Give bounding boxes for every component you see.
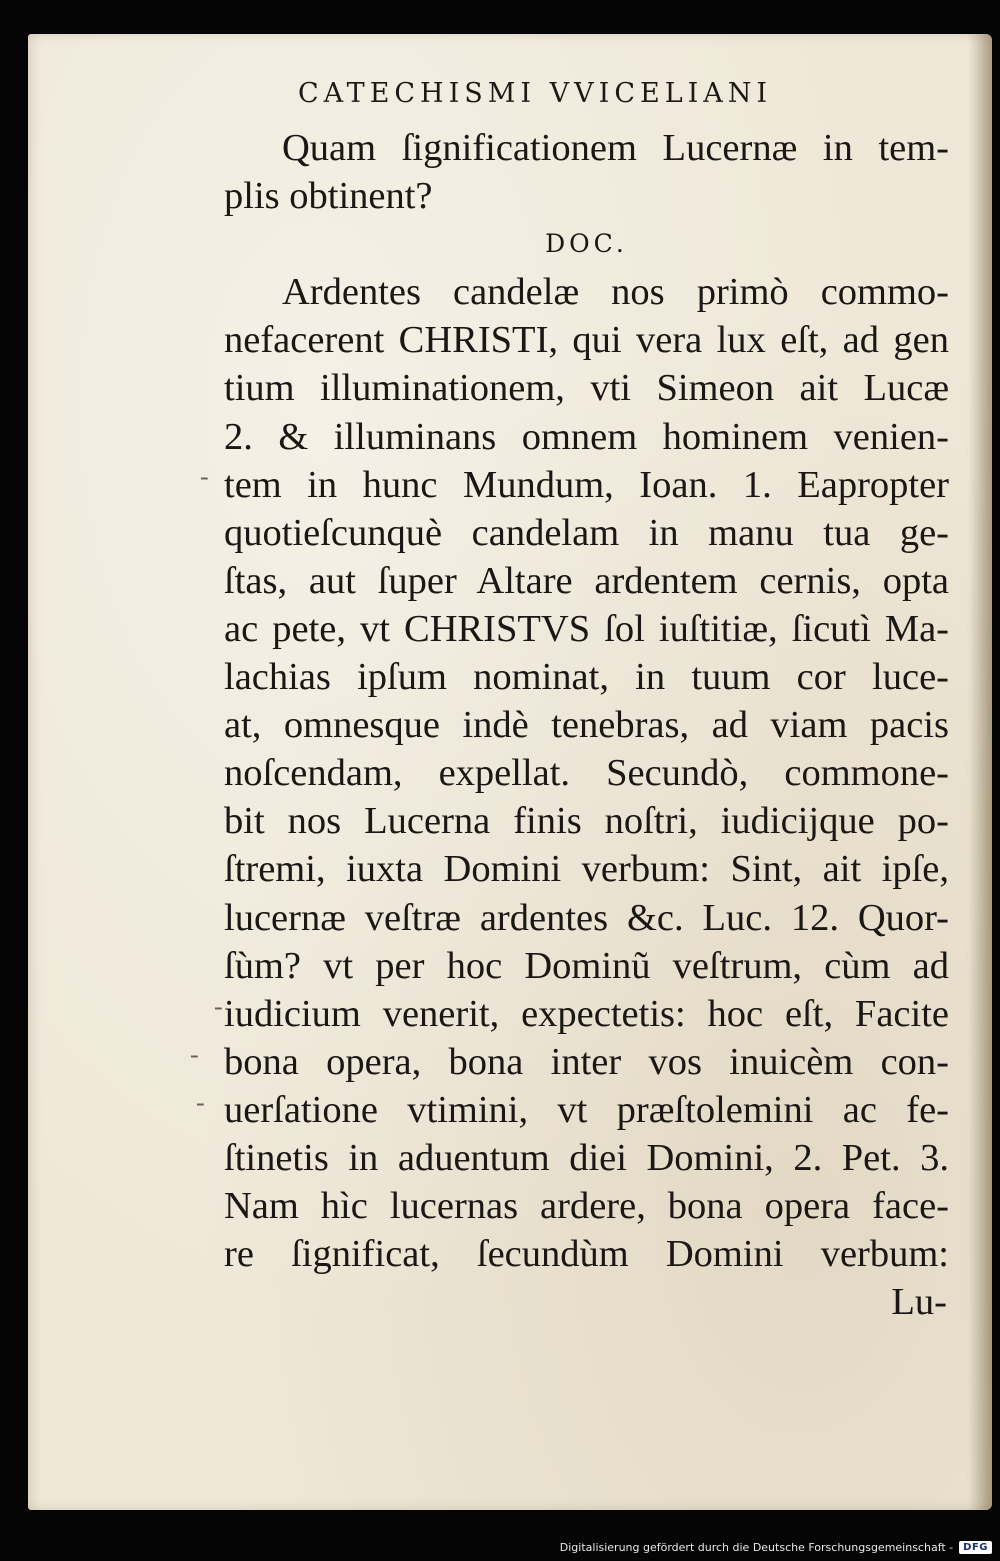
text-line: quotieſcunquè candelam in manu tua ge- [224,511,949,554]
text-block [224,124,949,1326]
text-line: ſtinetis in aduentum diei Domini, 2. Pet. 3. [224,1136,949,1179]
text-line: uerſatione vtimini, vt præſtolemini ac fe- [224,1088,949,1131]
text-line: lachias ipſum nominat, in tuum cor luce- [224,656,949,699]
margin-dash-mark: - [190,1040,199,1069]
text-line: ſtas, aut ſuper Altare ardentem cernis, opta [224,559,949,602]
margin-dash-mark: - [196,1088,205,1117]
text-line: bona opera, bona inter vos inuicèm con- [224,1040,949,1083]
text-line: plis obtinent? [224,175,433,218]
text-line: Nam hìc lucernas ardere, bona opera face- [224,1185,949,1228]
text-line: tium illuminationem, vti Simeon ait Lucæ [224,367,949,410]
text-line: Ardentes candelæ nos primò commo- [282,271,949,314]
catchword: Lu- [891,1281,947,1324]
page-edge-shadow [968,34,992,1510]
speaker-label: DOC. [545,229,628,259]
text-line: ſùm? vt per hoc Dominũ veſtrum, cùm ad [224,944,949,987]
text-line: bit nos Lucerna finis noſtri, iudicijque po- [224,800,949,843]
margin-dash-mark: - [200,462,209,491]
text-line: ac pete, vt CHRISTVS ſol iuſtitiæ, ſicutì Ma- [224,607,949,650]
dfg-logo: DFG [959,1541,992,1554]
text-line: nefacerent CHRISTI, qui vera lux eſt, ad gen [224,319,949,362]
text-line: at, omnesque indè tenebras, ad viam pacis [224,704,949,747]
text-line: 2. & illuminans omnem hominem venien- [224,415,949,458]
text-line: tem in hunc Mundum, Ioan. 1. Eapropter [224,463,949,506]
running-head: CATECHISMI VVICELIANI [298,78,773,109]
digitization-footer [560,1535,992,1559]
text-line: noſcendam, expellat. Secundò, commone- [224,752,949,795]
text-line: lucernæ veſtræ ardentes &c. Luc. 12. Quor- [224,896,949,939]
text-line: ſtremi, iuxta Domini verbum: Sint, ait ipſe, [224,848,949,891]
margin-dash-mark: - [214,992,223,1021]
text-line: Quam ſignificationem Lucernæ in tem- [282,127,949,169]
text-line: re ſignificat, ſecundùm Domini verbum: [224,1233,949,1276]
text-line: iudicium venerit, expectetis: hoc eſt, Facite [224,992,949,1035]
book-page [28,34,992,1510]
footer-text: Digitalisierung gefördert durch die Deutsche Forschungsgemeinschaft - [559,1540,954,1554]
